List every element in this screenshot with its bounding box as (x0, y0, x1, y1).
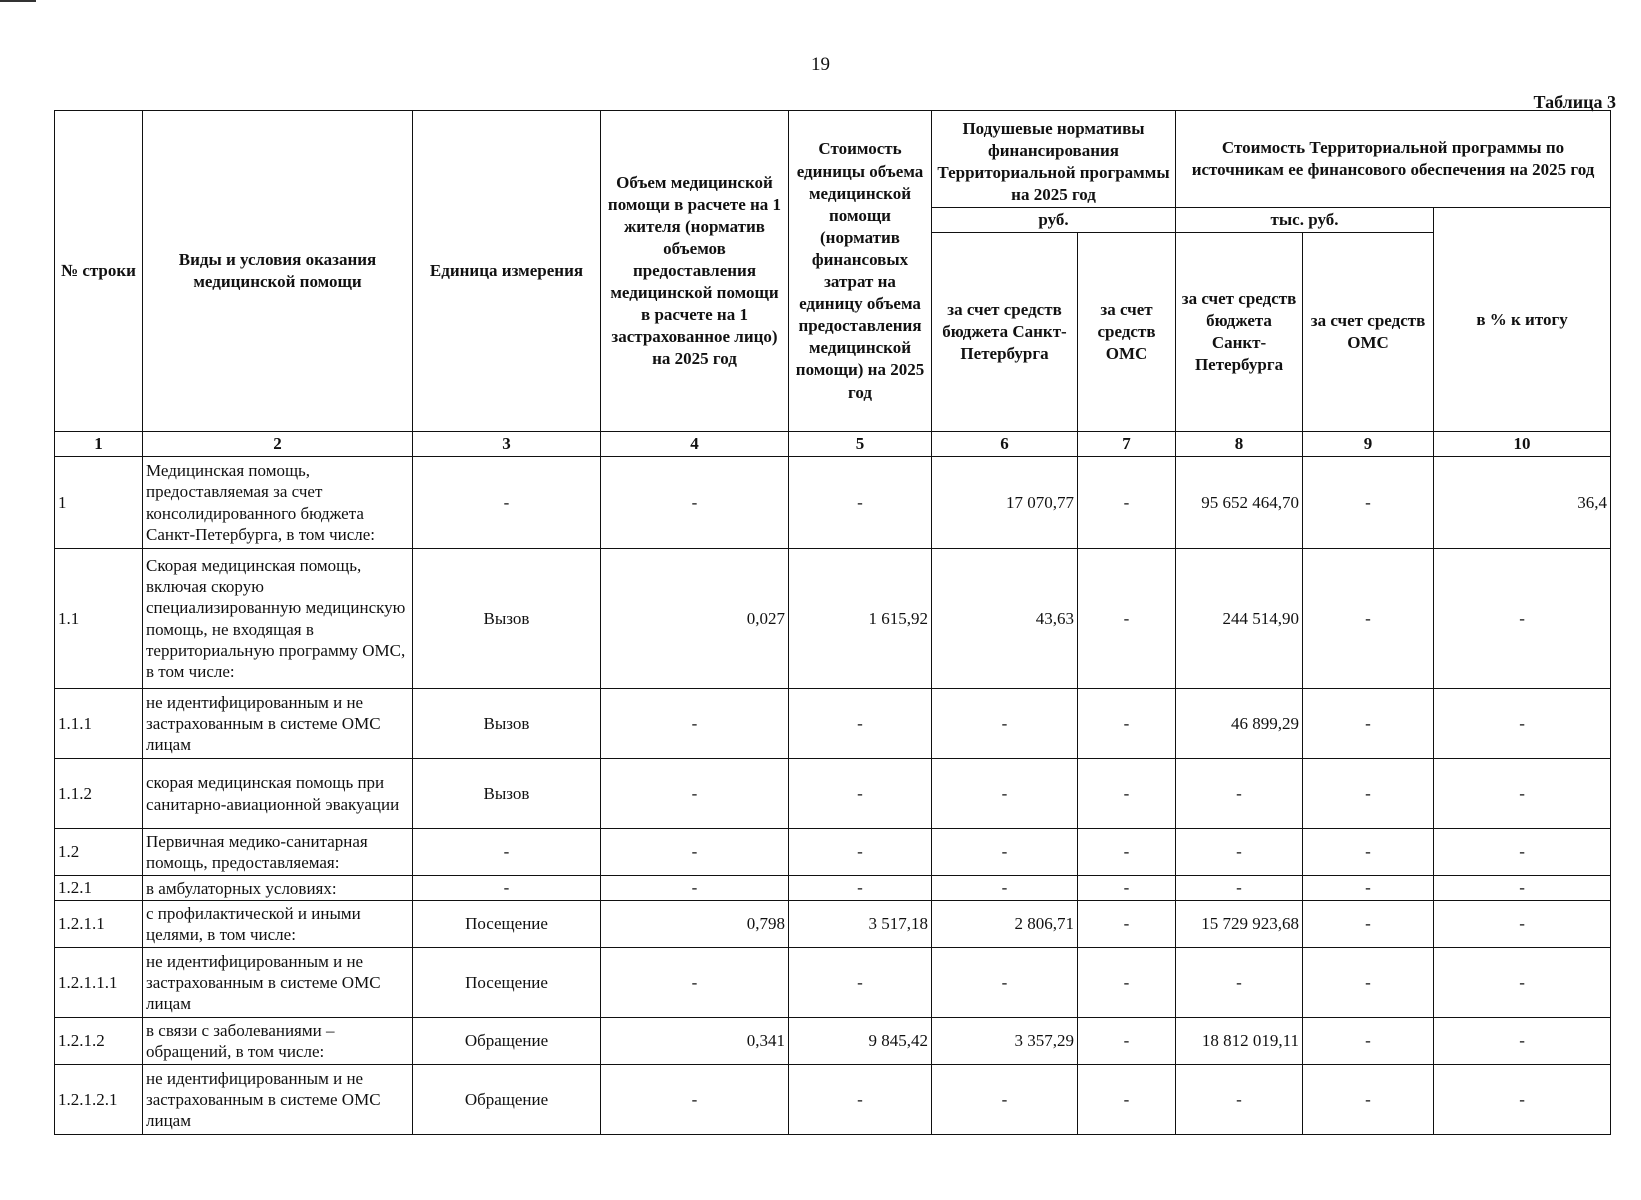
norm-budget: - (932, 876, 1078, 901)
scan-edge-mark (0, 0, 36, 2)
total-budget: 244 514,90 (1176, 549, 1303, 689)
volume: 0,027 (601, 549, 789, 689)
percent: - (1434, 829, 1611, 876)
table-row (55, 829, 1611, 876)
care-type: с профилактической и иными целями, в том числе: (143, 901, 413, 948)
norm-budget: 2 806,71 (932, 901, 1078, 948)
column-number: 10 (1434, 432, 1611, 457)
unit: Вызов (413, 549, 601, 689)
row-number: 1.2.1.2.1 (55, 1065, 143, 1135)
header-care-type: Виды и условия оказания медицинской помощи (143, 111, 413, 432)
column-number: 4 (601, 432, 789, 457)
percent: 36,4 (1434, 457, 1611, 549)
column-number: 9 (1303, 432, 1434, 457)
unit: Посещение (413, 901, 601, 948)
volume: 0,341 (601, 1018, 789, 1065)
unit-cost: - (789, 689, 932, 759)
unit-cost: 1 615,92 (789, 549, 932, 689)
care-type: в амбулаторных условиях: (143, 876, 413, 901)
unit-cost: 3 517,18 (789, 901, 932, 948)
table-row (55, 901, 1611, 948)
norm-budget: - (932, 689, 1078, 759)
column-number: 6 (932, 432, 1078, 457)
unit-cost: - (789, 829, 932, 876)
row-number: 1.2.1.1.1 (55, 948, 143, 1018)
financing-table (54, 110, 1611, 1135)
norm-budget: 17 070,77 (932, 457, 1078, 549)
column-number: 1 (55, 432, 143, 457)
norm-oms: - (1078, 829, 1176, 876)
unit: Вызов (413, 689, 601, 759)
row-number: 1.1 (55, 549, 143, 689)
norm-budget: 3 357,29 (932, 1018, 1078, 1065)
header-norm-oms: за счет средств ОМС (1078, 233, 1176, 432)
header-group-norms: Подушевые нормативы финансирования Территориальной программы на 2025 год (932, 111, 1176, 208)
table-row (55, 1065, 1611, 1135)
total-budget: 95 652 464,70 (1176, 457, 1303, 549)
unit: - (413, 876, 601, 901)
care-type: скорая медицинская помощь при санитарно-авиационной эвакуации (143, 759, 413, 829)
norm-budget: - (932, 1065, 1078, 1135)
header-unit-rub: руб. (932, 208, 1176, 233)
percent: - (1434, 549, 1611, 689)
header-unit: Единица измерения (413, 111, 601, 432)
total-oms: - (1303, 457, 1434, 549)
care-type: не идентифицированным и не застрахованным в системе ОМС лицам (143, 689, 413, 759)
row-number: 1.2 (55, 829, 143, 876)
volume: - (601, 457, 789, 549)
table-row (55, 759, 1611, 829)
norm-oms: - (1078, 549, 1176, 689)
volume: 0,798 (601, 901, 789, 948)
header-total-oms: за счет средств ОМС (1303, 233, 1434, 432)
percent: - (1434, 876, 1611, 901)
row-number: 1 (55, 457, 143, 549)
column-number: 3 (413, 432, 601, 457)
percent: - (1434, 1065, 1611, 1135)
norm-budget: 43,63 (932, 549, 1078, 689)
volume: - (601, 876, 789, 901)
unit: Обращение (413, 1018, 601, 1065)
total-budget: - (1176, 829, 1303, 876)
unit: - (413, 829, 601, 876)
unit: - (413, 457, 601, 549)
total-oms: - (1303, 901, 1434, 948)
total-budget: - (1176, 759, 1303, 829)
volume: - (601, 829, 789, 876)
header-row-number: № строки (55, 111, 143, 432)
column-number: 5 (789, 432, 932, 457)
norm-oms: - (1078, 876, 1176, 901)
row-number: 1.2.1 (55, 876, 143, 901)
column-number-row (55, 432, 1611, 457)
unit: Вызов (413, 759, 601, 829)
care-type: Скорая медицинская помощь, включая скорую специализированную медицинскую помощь, не входящая в территориальную программу ОМС, в том числе: (143, 549, 413, 689)
total-budget: - (1176, 948, 1303, 1018)
unit-cost: - (789, 876, 932, 901)
unit-cost: - (789, 457, 932, 549)
table-row (55, 689, 1611, 759)
header-volume: Объем медицинской помощи в расчете на 1 жителя (норматив объемов предоставления медицинской помощи в расчете на 1 застрахованное лицо) на 2025 год (601, 111, 789, 432)
table-row (55, 876, 1611, 901)
percent: - (1434, 1018, 1611, 1065)
total-oms: - (1303, 876, 1434, 901)
total-oms: - (1303, 759, 1434, 829)
norm-oms: - (1078, 948, 1176, 1018)
header-group-cost: Стоимость Территориальной программы по источникам ее финансового обеспечения на 2025 год (1176, 111, 1611, 208)
unit: Обращение (413, 1065, 601, 1135)
total-oms: - (1303, 829, 1434, 876)
percent: - (1434, 948, 1611, 1018)
page-number: 19 (811, 54, 830, 75)
header-unit-cost: Стоимость единицы объема медицинской помощи (норматив финансовых затрат на единицу объема предоставления медицинской помощи) на 2025 год (789, 111, 932, 432)
norm-oms: - (1078, 1065, 1176, 1135)
table-caption: Таблица 3 (1533, 92, 1616, 112)
unit-cost: - (789, 1065, 932, 1135)
percent: - (1434, 901, 1611, 948)
volume: - (601, 689, 789, 759)
norm-oms: - (1078, 759, 1176, 829)
row-number: 1.1.1 (55, 689, 143, 759)
unit-cost: 9 845,42 (789, 1018, 932, 1065)
total-budget: 46 899,29 (1176, 689, 1303, 759)
table-row (55, 1018, 1611, 1065)
table-row (55, 457, 1611, 549)
volume: - (601, 948, 789, 1018)
unit: Посещение (413, 948, 601, 1018)
total-oms: - (1303, 689, 1434, 759)
header-percent: в % к итогу (1434, 208, 1611, 432)
unit-cost: - (789, 948, 932, 1018)
column-number: 8 (1176, 432, 1303, 457)
norm-oms: - (1078, 457, 1176, 549)
row-number: 1.2.1.1 (55, 901, 143, 948)
care-type: Медицинская помощь, предоставляемая за счет консолидированного бюджета Санкт-Петербурга, в том числе: (143, 457, 413, 549)
norm-oms: - (1078, 689, 1176, 759)
percent: - (1434, 689, 1611, 759)
total-oms: - (1303, 1065, 1434, 1135)
norm-budget: - (932, 759, 1078, 829)
volume: - (601, 1065, 789, 1135)
care-type: Первичная медико-санитарная помощь, предоставляемая: (143, 829, 413, 876)
column-number: 2 (143, 432, 413, 457)
volume: - (601, 759, 789, 829)
total-budget: - (1176, 876, 1303, 901)
norm-oms: - (1078, 1018, 1176, 1065)
percent: - (1434, 759, 1611, 829)
total-budget: 18 812 019,11 (1176, 1018, 1303, 1065)
total-budget: 15 729 923,68 (1176, 901, 1303, 948)
unit-cost: - (789, 759, 932, 829)
total-oms: - (1303, 549, 1434, 689)
header-total-budget: за счет средств бюджета Санкт-Петербурга (1176, 233, 1303, 432)
care-type: в связи с заболеваниями – обращений, в том числе: (143, 1018, 413, 1065)
total-oms: - (1303, 948, 1434, 1018)
norm-oms: - (1078, 901, 1176, 948)
table-row (55, 549, 1611, 689)
header-norm-budget: за счет средств бюджета Санкт-Петербурга (932, 233, 1078, 432)
care-type: не идентифицированным и не застрахованным в системе ОМС лицам (143, 1065, 413, 1135)
header-unit-thousand-rub: тыс. руб. (1176, 208, 1434, 233)
row-number: 1.2.1.2 (55, 1018, 143, 1065)
norm-budget: - (932, 948, 1078, 1018)
norm-budget: - (932, 829, 1078, 876)
total-budget: - (1176, 1065, 1303, 1135)
header-row (55, 111, 1611, 208)
table-row (55, 948, 1611, 1018)
column-number: 7 (1078, 432, 1176, 457)
care-type: не идентифицированным и не застрахованным в системе ОМС лицам (143, 948, 413, 1018)
row-number: 1.1.2 (55, 759, 143, 829)
total-oms: - (1303, 1018, 1434, 1065)
